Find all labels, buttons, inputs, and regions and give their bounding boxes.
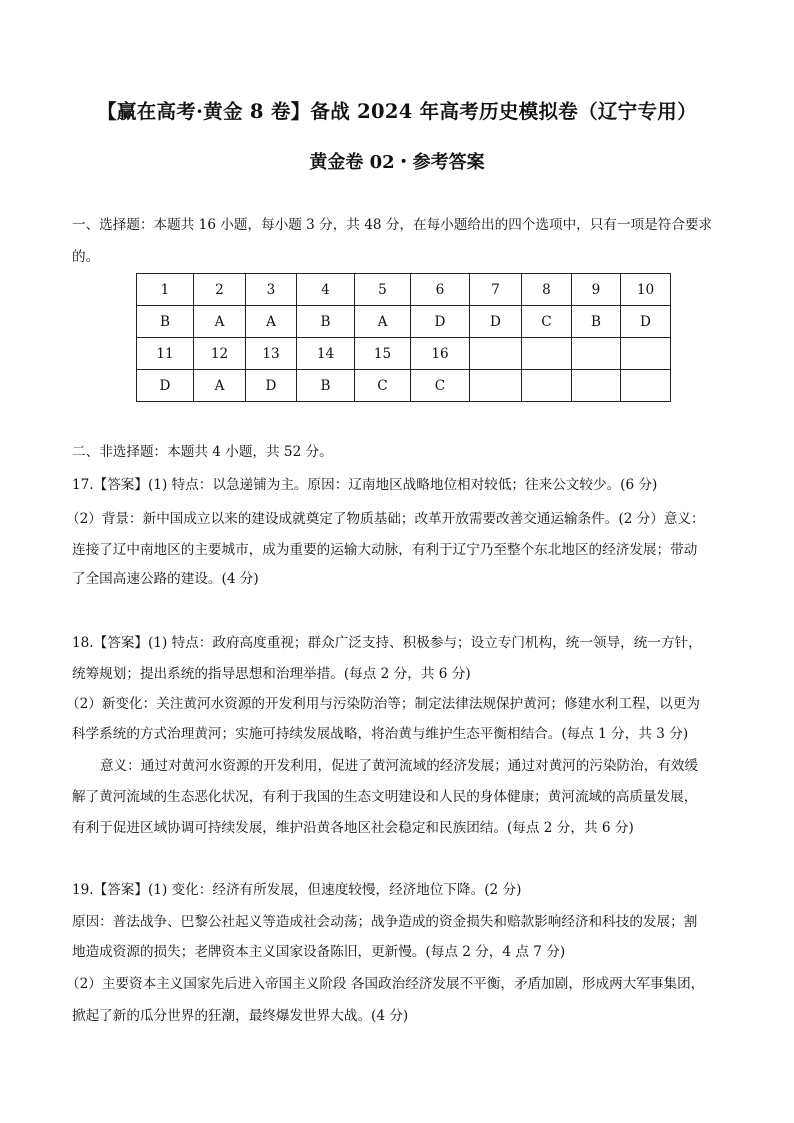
q19-line1: 19.【答案】(1) 变化：经济有所发展，但速度较慢，经济地位下降。(2 分) (72, 882, 522, 898)
answer-table-cell: 10 (621, 274, 671, 306)
q18-line4: 科学系统的方式治理黄河；实施可持续发展战略，将治黄与维护生态平衡相结合。(每点 1 分，共 3 分) (72, 726, 689, 742)
answer-table-cell: 12 (194, 338, 246, 370)
answer-table-cell: D (137, 370, 194, 402)
answer-table-cell (470, 338, 522, 370)
answer-table-cell (522, 370, 572, 402)
q17-line1: 17.【答案】(1) 特点：以急递铺为主。原因：辽南地区战略地位相对较低；往来公文较少。(6 分) (72, 477, 658, 493)
answer-table-cell (522, 338, 572, 370)
answer-table-cell: A (355, 306, 411, 338)
answer-table-cell: 13 (246, 338, 297, 370)
answer-table-cell: C (411, 370, 470, 402)
q19-line2: 原因：普法战争、巴黎公社起义等造成社会动荡；战争造成的资金损失和赔款影响经济和科技的发展；割 (72, 914, 698, 930)
answer-table-cell: B (297, 306, 355, 338)
answer-table-cell: 1 (137, 274, 194, 306)
answer-table-row (137, 370, 671, 402)
answer-table-cell: A (194, 306, 246, 338)
answer-table-row (137, 338, 671, 370)
q18-line7: 有利于促进区域协调可持续发展，维护沿黄各地区社会稳定和民族团结。(每点 2 分，共 6 分) (72, 820, 634, 836)
answer-table-cell: 16 (411, 338, 470, 370)
q18-line6: 解了黄河流域的生态恶化状况，有利于我国的生态文明建设和人民的身体健康；黄河流域的高质量发展， (72, 789, 698, 805)
answer-table-cell: D (411, 306, 470, 338)
answer-table-cell: B (297, 370, 355, 402)
q19-line5: 掀起了新的瓜分世界的狂潮，最终爆发世界大战。(4 分) (72, 1008, 409, 1024)
answer-table-cell: A (194, 370, 246, 402)
q19-line4: （2）主要资本主义国家先后进入帝国主义阶段 各国政治经济发展不平衡，矛盾加剧，形成两大军事集团， (66, 976, 705, 992)
answer-table-cell: 2 (194, 274, 246, 306)
answer-table-row (137, 306, 671, 338)
section1-instructions-line1: 一、选择题：本题共 16 小题，每小题 3 分，共 48 分，在每小题给出的四个选项中，只有一项是符合要求 (72, 217, 713, 233)
answer-table-cell: 11 (137, 338, 194, 370)
answer-table-cell: B (137, 306, 194, 338)
answer-table-cell: 8 (522, 274, 572, 306)
answer-table-cell: B (572, 306, 621, 338)
q17-line2: （2）背景：新中国成立以来的建设成就奠定了物质基础；改革开放需要改善交通运输条件。(2 分）意义： (66, 511, 705, 527)
q18-line1: 18.【答案】(1) 特点：政府高度重视；群众广泛支持、积极参与；设立专门机构，统一领导，统一方针， (72, 635, 702, 651)
q17-line4: 了全国高速公路的建设。(4 分) (72, 571, 259, 587)
q19-line3: 地造成资源的损失；老牌资本主义国家设备陈旧，更新慢。(每点 2 分，4 点 7 分) (72, 944, 566, 960)
answer-table-cell: 9 (572, 274, 621, 306)
answer-table-cell (572, 370, 621, 402)
answer-table-cell: A (246, 306, 297, 338)
answer-table-cell: 15 (355, 338, 411, 370)
q18-line5: 意义：通过对黄河水资源的开发利用，促进了黄河流域的经济发展；通过对黄河的污染防治，有效缓 (100, 758, 699, 774)
page-title: 【赢在高考·黄金 8 卷】备战 2024 年高考历史模拟卷（辽宁专用） (97, 100, 697, 123)
answer-table-cell (621, 338, 671, 370)
answer-table-cell: 6 (411, 274, 470, 306)
answer-table (136, 273, 671, 402)
answer-table-cell: 7 (470, 274, 522, 306)
answer-table-cell: D (621, 306, 671, 338)
answer-table-cell: C (522, 306, 572, 338)
answer-table-cell: 14 (297, 338, 355, 370)
answer-table-cell: 5 (355, 274, 411, 306)
section2-heading: 二、非选择题：本题共 4 小题，共 52 分。 (72, 444, 333, 460)
answer-table-row (137, 274, 671, 306)
section1-instructions-line2: 的。 (72, 249, 100, 265)
answer-table-cell (621, 370, 671, 402)
answer-table-cell (572, 338, 621, 370)
q18-line2: 统筹规划；提出系统的指导思想和治理举措。(每点 2 分，共 6 分) (72, 666, 471, 682)
q18-line3: （2）新变化：关注黄河水资源的开发利用与污染防治等；制定法律法规保护黄河；修建水利工程，以更为 (66, 696, 700, 712)
answer-table-cell (470, 370, 522, 402)
answer-table-cell: D (246, 370, 297, 402)
page-subtitle: 黄金卷 02・参考答案 (309, 152, 485, 173)
answer-table-cell: D (470, 306, 522, 338)
q17-line3: 连接了辽中南地区的主要城市，成为重要的运输大动脉，有利于辽宁乃至整个东北地区的经济发展；带动 (72, 542, 698, 558)
answer-table-cell: C (355, 370, 411, 402)
answer-table-cell: 3 (246, 274, 297, 306)
answer-table-cell: 4 (297, 274, 355, 306)
